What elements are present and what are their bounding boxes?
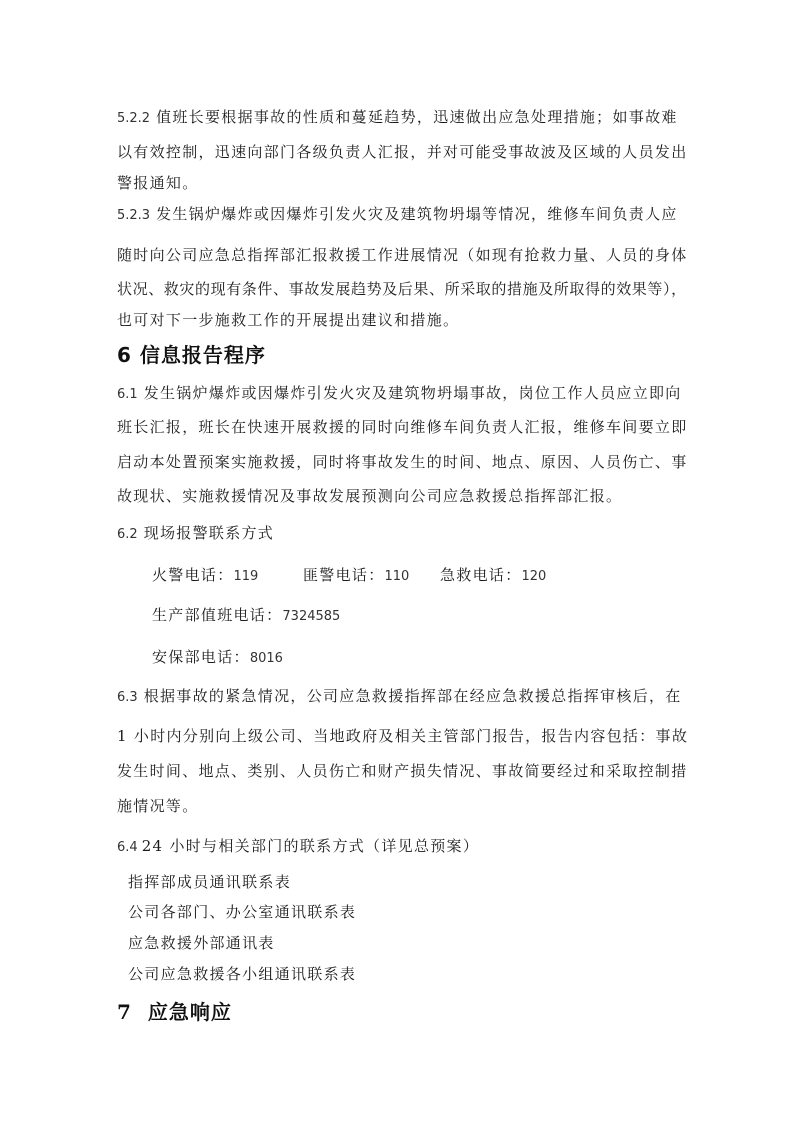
para-6-3-line-1: 6.3 根据事故的紧急情况，公司应急救援指挥部在经应急救援总指挥审核后，在	[117, 687, 682, 705]
fire-phone: 火警电话：119	[152, 566, 259, 584]
para-6-1-line-1: 6.1 发生锅炉爆炸或因爆炸引发火灾及建筑物坍塌事故，岗位工作人员应立即向	[117, 384, 682, 402]
contact-list-item: 应急救援外部通讯表	[128, 934, 275, 952]
section-number: 6.3	[117, 690, 138, 705]
contact-list-item: 公司各部门、办公室通讯联系表	[128, 903, 357, 921]
para-6-2-title: 6.2 现场报警联系方式	[117, 524, 275, 542]
para-5-2-2-line-1: 5.2.2 值班长要根据事故的性质和蔓延趋势，迅速做出应急处理措施；如事故难	[117, 108, 678, 126]
para-6-1-line-2: 班长汇报，班长在快速开展救援的同时向维修车间负责人汇报，维修车间要立即	[117, 418, 688, 436]
para-5-2-2-line-3: 警报通知。	[117, 174, 199, 192]
contact-list-item: 指挥部成员通讯联系表	[128, 873, 292, 891]
section-number: 6.1	[117, 387, 138, 402]
para-6-1-line-3: 启动本处置预案实施救援，同时将事故发生的时间、地点、原因、人员伤亡、事	[117, 453, 688, 471]
security-phone: 安保部电话：8016	[152, 648, 283, 666]
para-5-2-3-line-2: 随时向公司应急总指挥部汇报救援工作进展情况（如现有抢救力量、人员的身体	[117, 246, 688, 264]
section-number: 5.2.2	[117, 111, 151, 126]
para-5-2-3-line-4: 也可对下一步施救工作的开展提出建议和措施。	[117, 311, 460, 329]
para-6-3-line-4: 施情况等。	[117, 797, 199, 815]
section-number: 6.2	[117, 527, 138, 542]
para-6-1-line-4: 故现状、实施救援情况及事故发展预测向公司应急救援总指挥部汇报。	[117, 487, 623, 505]
heading-6: 6 信息报告程序	[117, 343, 266, 367]
para-6-3-line-2: 1 小时内分别向上级公司、当地政府及相关主管部门报告，报告内容包括：事故	[117, 727, 689, 745]
para-5-2-2-line-2: 以有效控制，迅速向部门各级负责人汇报，并对可能受事故波及区域的人员发出	[117, 143, 688, 161]
para-6-3-line-3: 发生时间、地点、类别、人员伤亡和财产损失情况、事故简要经过和采取控制措	[117, 762, 688, 780]
production-duty-phone: 生产部值班电话：7324585	[152, 606, 341, 624]
heading-7: 7 应急响应	[117, 1000, 232, 1024]
para-5-2-3-line-3: 状况、救灾的现有条件、事故发展趋势及后果、所采取的措施及所取得的效果等），	[117, 280, 687, 298]
section-number: 5.2.3	[117, 208, 151, 223]
para-5-2-3-line-1: 5.2.3 发生锅炉爆炸或因爆炸引发火灾及建筑物坍塌等情况，维修车间负责人应	[117, 205, 678, 223]
contact-list-item: 公司应急救援各小组通讯联系表	[128, 965, 357, 983]
police-phone: 匪警电话：110	[303, 566, 410, 584]
para-6-4-title: 6.4 24 小时与相关部门的联系方式（详见总预案）	[117, 837, 480, 855]
ambulance-phone: 急救电话：120	[440, 566, 547, 584]
section-number: 6.4	[117, 840, 138, 855]
